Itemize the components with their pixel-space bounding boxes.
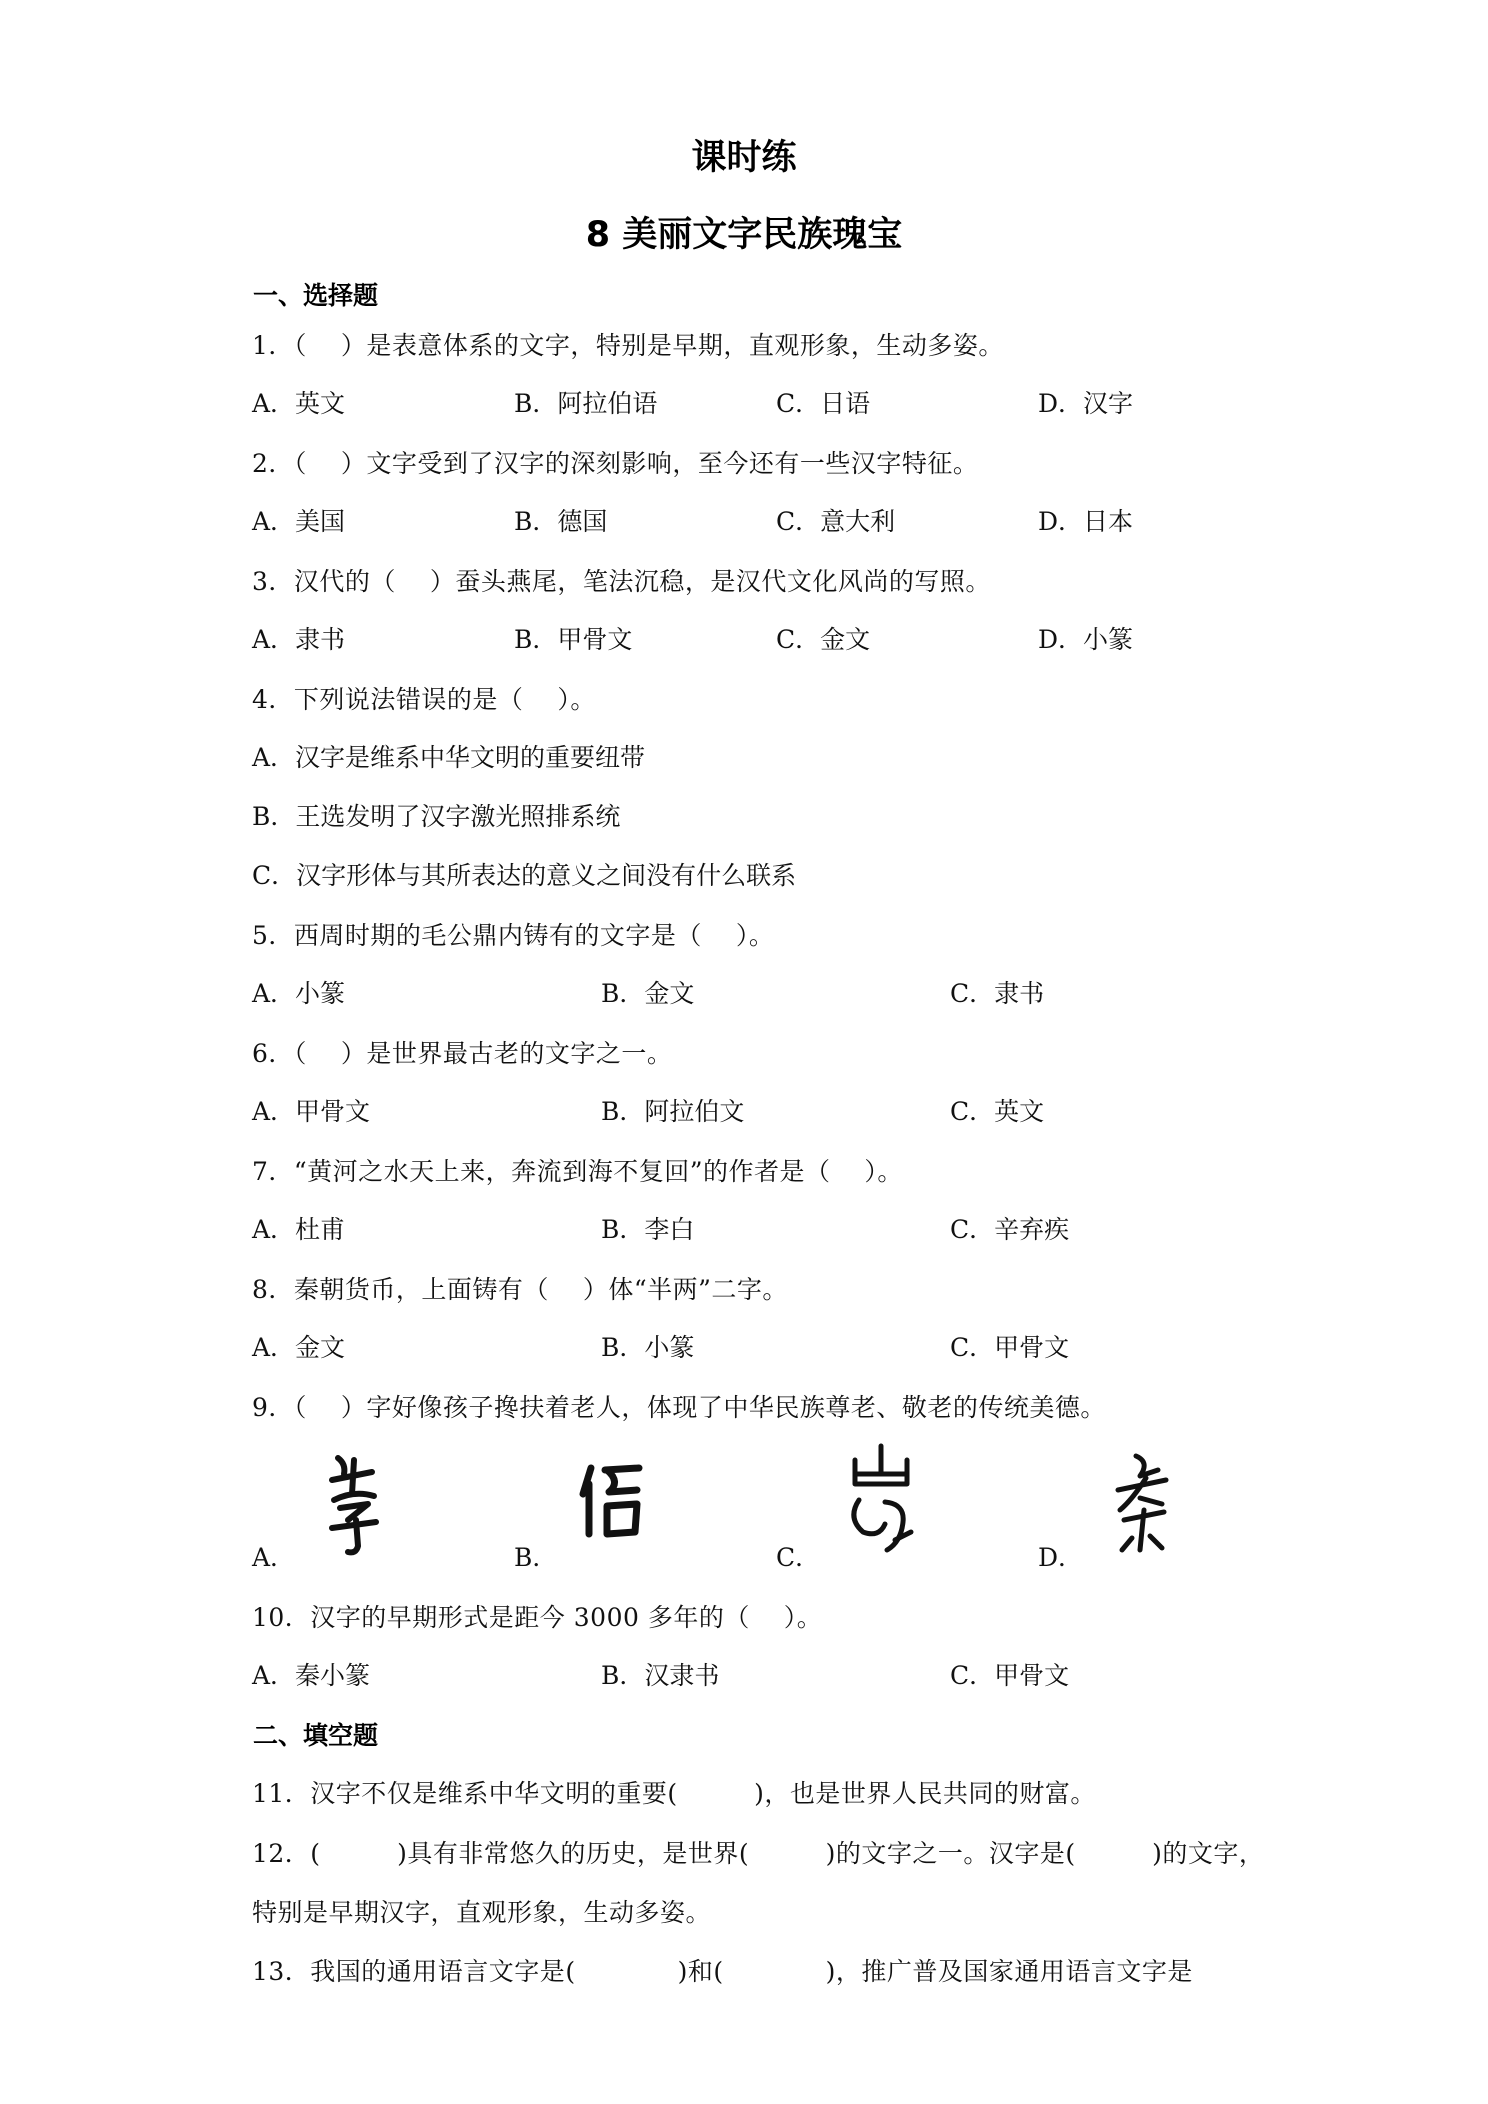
- q2-option-b: B．德国: [514, 507, 608, 536]
- question-2: 2．（ ）文字受到了汉字的深刻影响，至今还有一些汉字特征。: [252, 449, 979, 478]
- q5-option-b: B．金文: [601, 979, 695, 1008]
- q10-option-a: A．秦小篆: [252, 1661, 371, 1690]
- question-12-line-2: 特别是早期汉字，直观形象，生动多姿。: [252, 1898, 712, 1927]
- ancient-glyph-a-image: [326, 1450, 382, 1560]
- question-6: 6．（ ）是世界最古老的文字之一。: [252, 1039, 673, 1068]
- q4-option-b: B．王选发明了汉字激光照排系统: [252, 802, 621, 831]
- q3-option-a: A．隶书: [252, 625, 346, 654]
- question-12-line-1: 12．( )具有非常悠久的历史，是世界( )的文字之一。汉字是( )的文字，: [252, 1839, 1265, 1868]
- question-10: 10．汉字的早期形式是距今 3000 多年的（ ）。: [252, 1603, 823, 1632]
- question-9: 9．（ ）字好像孩子搀扶着老人，体现了中华民族尊老、敬老的传统美德。: [252, 1393, 1106, 1422]
- question-1: 1．（ ）是表意体系的文字，特别是早期，直观形象，生动多姿。: [252, 331, 1004, 360]
- q3-option-b: B．甲骨文: [514, 625, 633, 654]
- q4-option-c: C．汉字形体与其所表达的意义之间没有什么联系: [252, 861, 797, 890]
- q6-option-a: A．甲骨文: [252, 1097, 371, 1126]
- page-subtitle: 8 美丽文字民族瑰宝: [585, 215, 903, 255]
- q1-option-d: D．汉字: [1038, 389, 1134, 418]
- question-8: 8．秦朝货币，上面铸有（ ）体“半两”二字。: [252, 1275, 788, 1304]
- q4-option-a: A．汉字是维系中华文明的重要纽带: [252, 743, 646, 772]
- q2-option-d: D．日本: [1038, 507, 1134, 536]
- question-11: 11．汉字不仅是维系中华文明的重要( )，也是世界人民共同的财富。: [252, 1779, 1096, 1808]
- question-7: 7．“黄河之水天上来，奔流到海不复回”的作者是（ ）。: [252, 1157, 903, 1186]
- question-5: 5．西周时期的毛公鼎内铸有的文字是（ ）。: [252, 921, 775, 950]
- ancient-glyph-b-image: [577, 1460, 647, 1540]
- q2-option-a: A．美国: [252, 507, 346, 536]
- q6-option-b: B．阿拉伯文: [601, 1097, 745, 1126]
- section-fill-heading: 二、填空题: [253, 1721, 379, 1750]
- q8-option-a: A．金文: [252, 1333, 346, 1362]
- q3-option-c: C．金文: [776, 625, 871, 654]
- question-3: 3．汉代的（ ）蚕头燕尾，笔法沉稳，是汉代文化风尚的写照。: [252, 567, 991, 596]
- q7-option-b: B．李白: [601, 1215, 695, 1244]
- q9-option-a: A．: [252, 1543, 296, 1572]
- q8-option-c: C．甲骨文: [950, 1333, 1070, 1362]
- q9-option-c: C．: [776, 1543, 821, 1572]
- q7-option-c: C．辛弃疾: [950, 1215, 1070, 1244]
- q6-option-c: C．英文: [950, 1097, 1045, 1126]
- q1-option-c: C．日语: [776, 389, 871, 418]
- ancient-glyph-d-image: [1110, 1450, 1176, 1556]
- q10-option-b: B．汉隶书: [601, 1661, 720, 1690]
- q9-option-b: B．: [514, 1543, 558, 1572]
- ancient-glyph-c-image: [845, 1440, 921, 1560]
- q3-option-d: D．小篆: [1038, 625, 1134, 654]
- q5-option-c: C．隶书: [950, 979, 1045, 1008]
- q8-option-b: B．小篆: [601, 1333, 695, 1362]
- section-choice-heading: 一、选择题: [253, 281, 379, 310]
- q1-option-b: B．阿拉伯语: [514, 389, 658, 418]
- question-13: 13．我国的通用语言文字是( )和( )，推广普及国家通用语言文字是: [252, 1957, 1193, 1986]
- q10-option-c: C．甲骨文: [950, 1661, 1070, 1690]
- q5-option-a: A．小篆: [252, 979, 346, 1008]
- q1-option-a: A．英文: [252, 389, 346, 418]
- question-4: 4．下列说法错误的是（ ）。: [252, 685, 596, 714]
- q7-option-a: A．杜甫: [252, 1215, 346, 1244]
- q2-option-c: C．意大利: [776, 507, 896, 536]
- page-title: 课时练: [691, 138, 797, 178]
- q9-option-d: D．: [1038, 1543, 1084, 1572]
